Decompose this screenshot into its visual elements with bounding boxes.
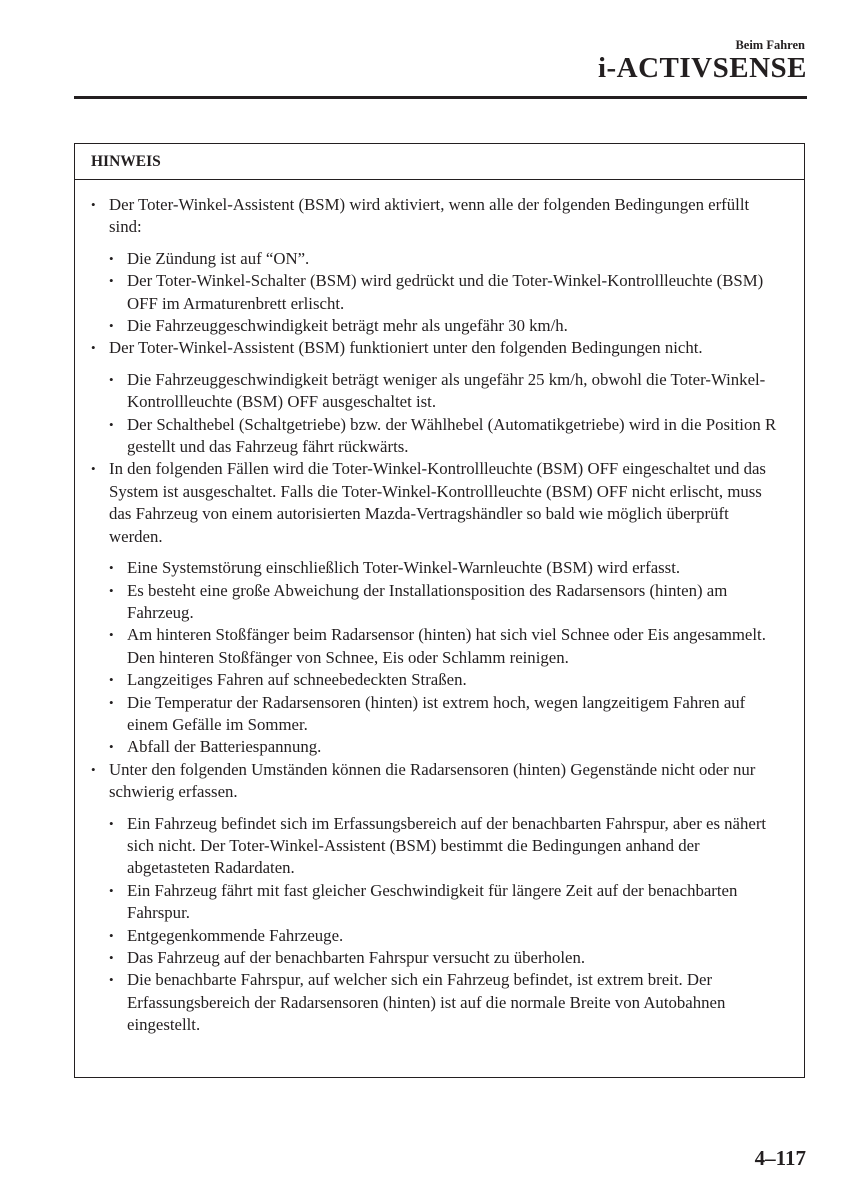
header-divider	[74, 96, 807, 99]
section-label: Beim Fahren	[735, 38, 805, 52]
note-sub-item-text: Langzeitiges Fahren auf schneebedeckten Straßen.	[127, 670, 467, 690]
note-sub-list	[89, 369, 784, 459]
note-sub-item	[107, 315, 784, 337]
note-sub-item	[107, 669, 784, 691]
note-item-text: Unter den folgenden Umständen können die Radarsensoren (hinten) Gegenstände nicht oder nur schwierig erfassen.	[109, 759, 756, 802]
note-list-item	[89, 194, 784, 239]
note-sub-item	[107, 248, 784, 270]
note-sub-list	[89, 557, 784, 759]
note-sub-item-text: Abfall der Batteriespannung.	[127, 737, 322, 757]
bullet-icon: •	[109, 927, 114, 943]
note-body	[75, 180, 804, 1037]
note-sub-item-text: Ein Fahrzeug fährt mit fast gleicher Geschwindigkeit für längere Zeit auf der benachbarten Fahrspur.	[127, 880, 738, 923]
note-sub-item-text: Die benachbarte Fahrspur, auf welcher sich ein Fahrzeug befindet, ist extrem breit. Der Erfassungsbereich der Radarsensoren (hinten) ist auf die normale Breite von Autobahnen eingestellt.	[127, 970, 726, 1035]
bullet-icon: •	[109, 371, 114, 387]
note-sub-item-text: Am hinteren Stoßfänger beim Radarsensor (hinten) hat sich viel Schnee oder Eis angesammelt. Den hinteren Stoßfänger von Schnee, Eis oder Schlamm reinigen.	[127, 625, 766, 667]
bullet-icon: •	[109, 815, 114, 831]
bullet-icon: •	[109, 250, 114, 266]
bullet-icon: •	[109, 882, 114, 898]
bullet-icon: •	[109, 416, 114, 432]
bullet-icon: •	[109, 739, 114, 755]
note-sub-item	[107, 813, 784, 880]
note-sub-item	[107, 270, 784, 315]
chapter-title: i-ACTIVSENSE	[597, 52, 807, 84]
note-sub-item-text: Die Temperatur der Radarsensoren (hinten) ist extrem hoch, wegen langzeitigem Fahren auf einem Gefälle im Sommer.	[127, 692, 746, 734]
note-list-item	[89, 759, 784, 804]
note-sub-item	[107, 580, 784, 625]
bullet-icon: •	[91, 340, 96, 356]
note-list-item	[89, 458, 784, 548]
note-box	[74, 143, 805, 1078]
bullet-icon: •	[109, 950, 114, 965]
note-sub-item-text: Es besteht eine große Abweichung der Installationsposition des Radarsensors (hinten) am Fahrzeug.	[127, 580, 728, 622]
bullet-icon: •	[109, 694, 114, 710]
bullet-icon: •	[109, 627, 114, 643]
bullet-icon: •	[91, 461, 96, 477]
note-item-text: Der Toter-Winkel-Assistent (BSM) funktioniert unter den folgenden Bedingungen nicht.	[109, 338, 703, 358]
note-sub-item-text: Die Fahrzeuggeschwindigkeit beträgt weniger als ungefähr 25 km/h, obwohl die Toter-Winkel-Kontrollleuchte (BSM) OFF ausgeschaltet ist.	[127, 369, 766, 412]
bullet-icon: •	[91, 761, 96, 777]
note-list-item	[89, 337, 784, 359]
note-sub-item	[107, 369, 784, 414]
note-sub-item-text: Die Fahrzeuggeschwindigkeit beträgt mehr als ungefähr 30 km/h.	[127, 316, 568, 336]
note-sub-item-text: Ein Fahrzeug befindet sich im Erfassungsbereich auf der benachbarten Fahrspur, aber es nähert sich nicht. Der Toter-Winkel-Assistent (BSM) bestimmt die Bedingungen anhand der abgetasteten Radardaten.	[127, 813, 767, 878]
note-sub-item	[107, 557, 784, 579]
note-sub-item	[107, 414, 784, 459]
bullet-icon: •	[109, 560, 114, 576]
bullet-icon: •	[109, 672, 114, 688]
note-sub-item	[107, 624, 784, 669]
note-sub-item	[107, 947, 784, 969]
bullet-icon: •	[109, 318, 114, 334]
page-number: 4–117	[754, 1146, 806, 1170]
bullet-icon: •	[109, 582, 114, 598]
note-sub-item-text: Das Fahrzeug auf der benachbarten Fahrspur versucht zu überholen.	[127, 948, 586, 967]
note-sub-item	[107, 925, 784, 947]
note-sub-list	[89, 813, 784, 1037]
note-sub-item-text: Eine Systemstörung einschließlich Toter-Winkel-Warnleuchte (BSM) wird erfasst.	[127, 558, 681, 578]
note-item-text: Der Toter-Winkel-Assistent (BSM) wird aktiviert, wenn alle der folgenden Bedingungen erfüllt sind:	[109, 195, 750, 237]
note-sub-item	[107, 969, 784, 1036]
bullet-icon: •	[109, 273, 114, 289]
bullet-icon: •	[109, 972, 114, 988]
note-sub-item-text: Die Zündung ist auf “ON”.	[127, 248, 310, 268]
note-sub-item	[107, 880, 784, 925]
note-item-text: In den folgenden Fällen wird die Toter-Winkel-Kontrollleuchte (BSM) OFF eingeschaltet und das System ist ausgeschaltet. Falls die Toter-Winkel-Kontrollleuchte (BSM) OFF nicht erlischt, muss das Fahrzeug von einem autorisierten Mazda-Vertragshändler so bald wie möglich überprüft werden.	[109, 459, 766, 546]
note-sub-item-text: Entgegenkommende Fahrzeuge.	[127, 925, 344, 945]
note-sub-item	[107, 692, 784, 737]
note-sub-list	[89, 248, 784, 338]
note-sub-item-text: Der Schalthebel (Schaltgetriebe) bzw. der Wählhebel (Automatikgetriebe) wird in die Position R gestellt und das Fahrzeug fährt rückwärts.	[127, 414, 777, 457]
note-sub-item	[107, 736, 784, 758]
bullet-icon: •	[91, 197, 96, 212]
note-heading: HINWEIS	[75, 144, 804, 180]
note-sub-item-text: Der Toter-Winkel-Schalter (BSM) wird gedrückt und die Toter-Winkel-Kontrollleuchte (BSM) OFF im Armaturenbrett erlischt.	[127, 271, 764, 313]
